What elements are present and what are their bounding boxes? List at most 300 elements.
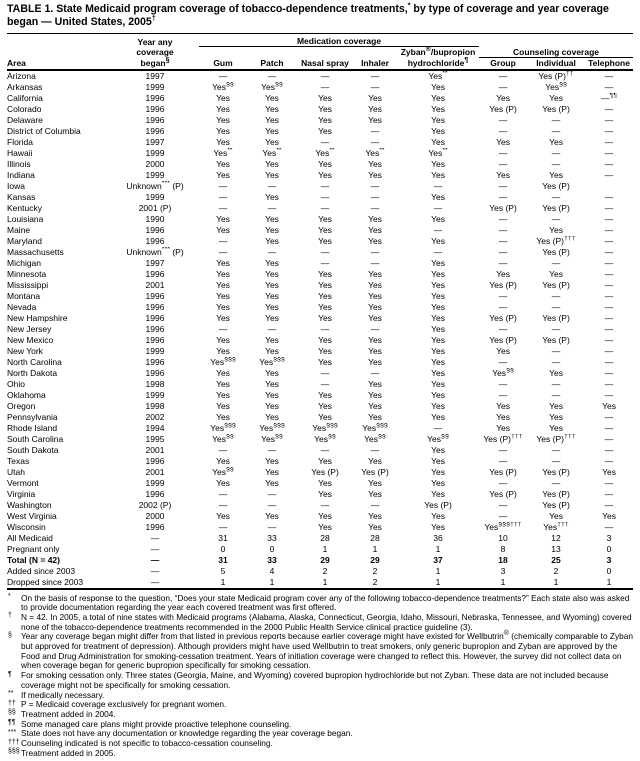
value-cell: Yes (P) xyxy=(542,103,570,114)
value-cell: 1996 xyxy=(145,301,165,312)
value-cell: 2 xyxy=(553,565,559,576)
value-cell: Yes (P) xyxy=(542,466,570,477)
value-cell: 1996 xyxy=(145,114,165,125)
value-cell: — xyxy=(320,499,330,510)
value-cell: Yes (P) xyxy=(489,103,517,114)
value-cell: — xyxy=(320,191,330,202)
value-cell: 10 xyxy=(498,532,508,543)
value-cell: — xyxy=(370,125,380,136)
value-cell: — xyxy=(604,158,614,169)
value-cell: — xyxy=(370,246,380,257)
value-cell: 1998 xyxy=(145,400,165,411)
table-row xyxy=(7,302,633,313)
value-cell: — xyxy=(370,180,380,191)
summary-row xyxy=(7,533,633,544)
table-row xyxy=(7,390,633,401)
value-cell: — xyxy=(218,202,228,213)
area-cell: North Dakota xyxy=(7,367,58,378)
table-row xyxy=(7,357,633,368)
table-row xyxy=(7,258,633,269)
value-cell: Yes xyxy=(431,312,445,323)
value-cell: 3 xyxy=(606,554,612,565)
value-cell: Yes xyxy=(368,312,382,323)
value-cell: Yes (P) xyxy=(311,466,339,477)
value-cell: 1 xyxy=(247,577,297,589)
value-cell: Yes xyxy=(216,334,230,345)
area-cell: New York xyxy=(7,345,43,356)
value-cell: Yes xyxy=(265,268,279,279)
value-cell: Yes xyxy=(368,301,382,312)
summary-row xyxy=(7,544,633,555)
value-cell: 1999 xyxy=(145,81,165,92)
footnote-text: If medically necessary. xyxy=(21,689,105,700)
value-cell: 2 xyxy=(322,565,328,576)
column-header-telephone: Telephone xyxy=(585,57,633,70)
value-cell: Yes** xyxy=(428,69,448,81)
value-cell: 29 xyxy=(320,554,330,565)
header-spacer xyxy=(479,34,633,47)
value-cell: — xyxy=(267,444,277,455)
value-cell: — xyxy=(604,191,614,202)
area-cell: South Dakota xyxy=(7,444,59,455)
value-cell: 1 xyxy=(397,577,479,589)
value-cell: Yes§§ xyxy=(212,466,234,477)
value-cell: Yes xyxy=(368,290,382,301)
value-cell: — xyxy=(218,70,228,81)
header-spacer xyxy=(7,34,111,47)
value-cell: — xyxy=(604,290,614,301)
value-cell: — xyxy=(320,246,330,257)
value-cell: Yes§§§ xyxy=(210,422,236,433)
table-row xyxy=(7,313,633,324)
value-cell: 1 xyxy=(527,577,585,589)
value-cell: — xyxy=(150,532,160,543)
table-row xyxy=(7,423,633,434)
table-row xyxy=(7,170,633,181)
value-cell: — xyxy=(150,565,160,576)
value-cell: Yes xyxy=(318,224,332,235)
area-cell: Indiana xyxy=(7,169,35,180)
value-cell: — xyxy=(551,378,561,389)
value-cell: Yes xyxy=(216,125,230,136)
value-cell: — xyxy=(604,224,614,235)
value-cell: Yes xyxy=(549,224,563,235)
value-cell: Yes xyxy=(368,389,382,400)
value-cell: 1996 xyxy=(145,224,165,235)
value-cell: Yes xyxy=(431,191,445,202)
value-cell: — xyxy=(604,411,614,422)
table-row xyxy=(7,236,633,247)
value-cell: —¶¶ xyxy=(601,92,618,103)
value-cell: Yes xyxy=(431,411,445,422)
footnote-text: State does not have any documentation or knowledge regarding the year coverage began. xyxy=(21,728,353,739)
value-cell: 1999 xyxy=(145,147,165,158)
value-cell: Yes xyxy=(265,466,279,477)
value-cell: Yes xyxy=(216,158,230,169)
area-cell: Maryland xyxy=(7,235,42,246)
table-row xyxy=(7,126,633,137)
value-cell: Yes (P) xyxy=(542,279,570,290)
value-cell: Yes xyxy=(431,158,445,169)
value-cell: Yes (P) xyxy=(424,499,452,510)
value-cell: — xyxy=(604,323,614,334)
value-cell: 8 xyxy=(500,543,506,554)
value-cell: 13 xyxy=(551,543,561,554)
value-cell: — xyxy=(498,378,508,389)
footnote xyxy=(7,749,633,759)
area-cell: Delaware xyxy=(7,114,43,125)
value-cell: Yes (P) xyxy=(542,334,570,345)
value-cell: — xyxy=(267,180,277,191)
column-header-area: Area xyxy=(7,57,111,70)
value-cell: 1996 xyxy=(145,455,165,466)
value-cell: Yes xyxy=(496,136,510,147)
value-cell: Unknown*** (P) xyxy=(126,246,184,257)
value-cell: Yes xyxy=(265,125,279,136)
value-cell: Yes xyxy=(368,400,382,411)
area-cell: Iowa xyxy=(7,180,25,191)
area-cell: New Mexico xyxy=(7,334,54,345)
value-cell: — xyxy=(498,70,508,81)
value-cell: Yes xyxy=(496,92,510,103)
value-cell: — xyxy=(604,367,614,378)
value-cell: Yes (P) xyxy=(489,466,517,477)
table-row xyxy=(7,500,633,511)
value-cell: — xyxy=(498,356,508,367)
footnote-marker: §§§ xyxy=(8,748,20,756)
value-cell: Yes xyxy=(431,400,445,411)
value-cell: — xyxy=(320,257,330,268)
value-cell: — xyxy=(498,257,508,268)
value-cell: — xyxy=(433,180,443,191)
footnote-text: P = Medicaid coverage exclusively for pregnant women. xyxy=(21,699,227,710)
value-cell: Yes xyxy=(431,290,445,301)
area-cell: New Hampshire xyxy=(7,312,68,323)
value-cell: Yes xyxy=(431,334,445,345)
value-cell: Yes xyxy=(265,389,279,400)
value-cell: — xyxy=(551,444,561,455)
value-cell: — xyxy=(218,323,228,334)
table-row xyxy=(7,522,633,533)
value-cell: Yes xyxy=(318,169,332,180)
footnote-marker: §§ xyxy=(8,709,16,717)
value-cell: — xyxy=(551,191,561,202)
value-cell: — xyxy=(267,488,277,499)
value-cell: — xyxy=(433,422,443,433)
table-row xyxy=(7,82,633,93)
value-cell: — xyxy=(604,301,614,312)
value-cell: Yes (P) xyxy=(542,499,570,510)
value-cell: — xyxy=(150,554,160,565)
value-cell: Yes xyxy=(431,125,445,136)
table-row xyxy=(7,478,633,489)
value-cell: Yes xyxy=(265,169,279,180)
value-cell: Yes xyxy=(216,389,230,400)
area-cell: Wisconsin xyxy=(7,521,46,532)
value-cell: Yes (P) xyxy=(542,312,570,323)
value-cell: — xyxy=(551,125,561,136)
value-cell: Yes** xyxy=(428,147,448,158)
value-cell: — xyxy=(551,290,561,301)
value-cell: — xyxy=(604,213,614,224)
value-cell: — xyxy=(604,356,614,367)
value-cell: Yes xyxy=(496,345,510,356)
value-cell: Yes xyxy=(265,235,279,246)
value-cell: Yes xyxy=(368,213,382,224)
value-cell: Yes xyxy=(368,114,382,125)
value-cell: Yes (P)†† xyxy=(538,69,574,81)
value-cell: Yes§§ xyxy=(427,433,449,444)
value-cell: Yes xyxy=(318,103,332,114)
value-cell: Yes xyxy=(496,268,510,279)
value-cell: 2000 xyxy=(145,510,165,521)
value-cell: Yes (P) xyxy=(542,202,570,213)
area-cell: Pennsylvania xyxy=(7,411,58,422)
value-cell: Yes xyxy=(368,455,382,466)
counseling-coverage-group-header: Counseling coverage xyxy=(479,47,633,58)
year-header-line1: Year any xyxy=(137,36,173,47)
value-cell: Yes (P) xyxy=(489,334,517,345)
value-cell: 2 xyxy=(353,577,397,589)
value-cell: Yes§§ xyxy=(314,433,336,444)
value-cell: — xyxy=(604,422,614,433)
value-cell: Yes xyxy=(216,400,230,411)
value-cell: — xyxy=(370,323,380,334)
value-cell: Yes xyxy=(368,158,382,169)
value-cell: Yes xyxy=(496,169,510,180)
table-row xyxy=(7,489,633,500)
area-cell: Vermont xyxy=(7,477,39,488)
header-spacer xyxy=(247,47,297,58)
area-cell: Massachusetts xyxy=(7,246,64,257)
area-cell: New Jersey xyxy=(7,323,52,334)
value-cell: Yes xyxy=(368,169,382,180)
area-cell: Oregon xyxy=(7,400,36,411)
column-header-group: Group xyxy=(479,57,527,70)
area-cell: Michigan xyxy=(7,257,42,268)
value-cell: Yes xyxy=(431,466,445,477)
value-cell: 5 xyxy=(220,565,226,576)
value-cell: 2001 xyxy=(145,466,165,477)
value-cell: 1 xyxy=(585,577,633,589)
value-cell: Yes xyxy=(216,213,230,224)
value-cell: Yes§§§ xyxy=(259,422,285,433)
value-cell: Yes xyxy=(431,378,445,389)
value-cell: — xyxy=(320,70,330,81)
value-cell: Yes xyxy=(216,312,230,323)
value-cell: Yes xyxy=(265,279,279,290)
medication-coverage-group-header: Medication coverage xyxy=(199,34,479,47)
value-cell: 31 xyxy=(218,532,228,543)
footnote-text: N = 42. In 2005, a total of nine states with Medicaid programs (Alabama, Alaska, Connecticut, Georgia, Idaho, Missouri, Nebraska, Tennessee, and Wyoming) covered none of the tobacco-dependence treatments recommended in the 2000 Public Health Service clinical practice guideline (3). xyxy=(21,611,632,632)
value-cell: 28 xyxy=(370,532,380,543)
value-cell: Yes xyxy=(549,169,563,180)
value-cell: 1996 xyxy=(145,334,165,345)
area-cell: Arkansas xyxy=(7,81,43,92)
table-row xyxy=(7,115,633,126)
footnotes xyxy=(7,594,633,759)
value-cell: — xyxy=(218,246,228,257)
value-cell: Yes xyxy=(431,136,445,147)
value-cell: — xyxy=(604,279,614,290)
value-cell: — xyxy=(218,521,228,532)
value-cell: — xyxy=(498,81,508,92)
value-cell: Yes xyxy=(216,301,230,312)
value-cell: Yes§§§ xyxy=(210,356,236,367)
value-cell: — xyxy=(604,433,614,444)
value-cell: 1999 xyxy=(145,191,165,202)
value-cell: — xyxy=(604,499,614,510)
value-cell: Yes xyxy=(431,268,445,279)
value-cell: — xyxy=(370,202,380,213)
header-spacer xyxy=(353,47,397,58)
footnote-text: For smoking cessation only. Three states (Georgia, Maine, and Wyoming) covered bupropion hydrochloride but not Zyban. These data are not included because coverage might not be specifically for smoking cessation. xyxy=(21,670,609,690)
value-cell: — xyxy=(267,70,277,81)
table-row xyxy=(7,70,633,82)
area-cell: Dropped since 2003 xyxy=(7,577,111,589)
value-cell: Yes xyxy=(265,411,279,422)
value-cell: 1996 xyxy=(145,103,165,114)
area-cell: Florida xyxy=(7,136,33,147)
value-cell: — xyxy=(604,70,614,81)
column-header-nasal-spray: Nasal spray xyxy=(297,57,353,70)
value-cell: Yes xyxy=(216,378,230,389)
value-cell: 1 xyxy=(479,577,527,589)
value-cell: Yes xyxy=(318,477,332,488)
coverage-table xyxy=(7,33,633,590)
footnote-marker: ††† xyxy=(8,738,20,746)
value-cell: Yes xyxy=(431,92,445,103)
table-row xyxy=(7,434,633,445)
value-cell: 1 xyxy=(297,577,353,589)
value-cell: 2001 xyxy=(145,444,165,455)
column-header-patch: Patch xyxy=(247,57,297,70)
value-cell: — xyxy=(604,114,614,125)
value-cell: Yes xyxy=(602,466,616,477)
value-cell: — xyxy=(267,521,277,532)
value-cell: Yes§§ xyxy=(364,433,386,444)
value-cell: — xyxy=(370,367,380,378)
value-cell: Yes xyxy=(431,301,445,312)
value-cell: Yes xyxy=(265,257,279,268)
value-cell: Yes xyxy=(368,92,382,103)
value-cell: Yes§§§††† xyxy=(484,521,522,532)
column-header-inhaler: Inhaler xyxy=(353,57,397,70)
value-cell: Yes xyxy=(265,213,279,224)
footnote-marker: ¶¶ xyxy=(8,719,16,727)
table-row xyxy=(7,324,633,335)
value-cell: Yes xyxy=(549,400,563,411)
table-row xyxy=(7,335,633,346)
value-cell: Yes xyxy=(265,455,279,466)
area-cell: Maine xyxy=(7,224,31,235)
value-cell: — xyxy=(370,81,380,92)
value-cell: Yes§§§ xyxy=(312,422,338,433)
value-cell: — xyxy=(218,488,228,499)
value-cell: 1990 xyxy=(145,213,165,224)
value-cell: 1 xyxy=(435,565,441,576)
area-cell: Nevada xyxy=(7,301,37,312)
table-title: TABLE 1. State Medicaid program coverage of tobacco-dependence treatments,* by type of coverage and year coverage began — United States, 2005† xyxy=(7,2,609,28)
value-cell: Yes xyxy=(431,477,445,488)
value-cell: 2000 xyxy=(145,158,165,169)
value-cell: Yes xyxy=(549,422,563,433)
value-cell: 4 xyxy=(269,565,275,576)
table-row xyxy=(7,104,633,115)
value-cell: Yes (P) xyxy=(361,466,389,477)
value-cell: Yes xyxy=(265,290,279,301)
header-spacer xyxy=(199,47,247,58)
value-cell: — xyxy=(498,114,508,125)
value-cell: Yes xyxy=(368,103,382,114)
value-cell: — xyxy=(498,125,508,136)
value-cell: — xyxy=(498,389,508,400)
value-cell: 29 xyxy=(370,554,380,565)
value-cell: Yes xyxy=(431,114,445,125)
value-cell: Yes xyxy=(265,92,279,103)
value-cell: 18 xyxy=(498,554,508,565)
value-cell: — xyxy=(604,378,614,389)
value-cell: Yes (P) xyxy=(542,180,570,191)
value-cell: 2001 (P) xyxy=(138,202,172,213)
value-cell: Yes xyxy=(265,103,279,114)
value-cell: Yes** xyxy=(315,147,335,158)
value-cell: 12 xyxy=(551,532,561,543)
value-cell: Yes** xyxy=(262,147,282,158)
value-cell: 37 xyxy=(433,554,443,565)
value-cell: — xyxy=(498,147,508,158)
value-cell: — xyxy=(218,235,228,246)
value-cell: Yes§§ xyxy=(545,81,567,92)
column-header-gum: Gum xyxy=(199,57,247,70)
table-row xyxy=(7,456,633,467)
value-cell: — xyxy=(604,235,614,246)
value-cell: 1996 xyxy=(145,323,165,334)
table-row xyxy=(7,280,633,291)
value-cell: Yes xyxy=(265,158,279,169)
area-cell: Hawaii xyxy=(7,147,33,158)
area-cell: All Medicaid xyxy=(7,532,53,543)
value-cell: Yes xyxy=(318,389,332,400)
value-cell: — xyxy=(604,268,614,279)
value-cell: Yes (P)††† xyxy=(536,235,576,246)
value-cell: Yes§§§ xyxy=(259,356,285,367)
value-cell: Yes xyxy=(216,114,230,125)
value-cell: — xyxy=(551,389,561,400)
area-cell: Kentucky xyxy=(7,202,42,213)
area-cell: Minnesota xyxy=(7,268,47,279)
value-cell: 1997 xyxy=(145,70,165,81)
table-row xyxy=(7,148,633,159)
value-cell: — xyxy=(370,70,380,81)
value-cell: Yes xyxy=(431,444,445,455)
value-cell: 1996 xyxy=(145,312,165,323)
value-cell: Yes (P)††† xyxy=(536,433,576,444)
value-cell: Yes xyxy=(265,345,279,356)
value-cell: 28 xyxy=(320,532,330,543)
value-cell: Yes xyxy=(265,301,279,312)
value-cell: Yes xyxy=(368,334,382,345)
area-cell: Utah xyxy=(7,466,25,477)
value-cell: 1996 xyxy=(145,488,165,499)
value-cell: — xyxy=(433,224,443,235)
value-cell: 3 xyxy=(500,565,506,576)
value-cell: Yes xyxy=(265,477,279,488)
value-cell: — xyxy=(267,323,277,334)
area-cell: Virginia xyxy=(7,488,36,499)
value-cell: — xyxy=(551,356,561,367)
footnote-text: Counseling indicated is not specific to tobacco-cessation counseling. xyxy=(21,738,273,749)
